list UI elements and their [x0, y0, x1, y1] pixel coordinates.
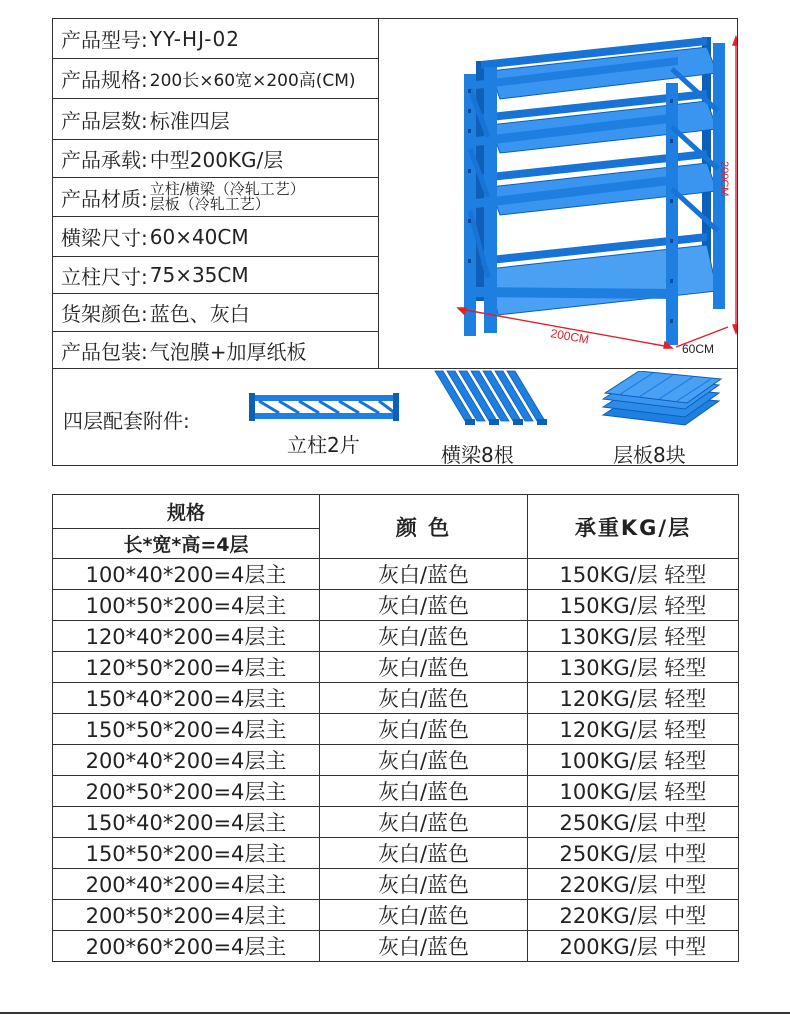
spec-value: 气泡膜+加厚纸板 — [149, 339, 307, 364]
table-row — [53, 714, 739, 745]
accessories-section — [53, 368, 737, 466]
bottom-divider — [0, 1012, 790, 1014]
accessory-label: 横梁8根 — [441, 443, 514, 467]
table-row — [53, 776, 739, 807]
spec-label: 产品材质: — [61, 186, 148, 211]
table-cell-load: 250KG/层 中型 — [528, 838, 739, 869]
shelf-panels-icon — [599, 371, 723, 433]
spec-label: 货架颜色: — [61, 302, 148, 326]
spec-label: 产品型号: — [61, 28, 148, 52]
table-cell-load: 100KG/层 轻型 — [528, 745, 739, 776]
accessory-label: 层板8块 — [613, 443, 686, 467]
depth-dimension-label: 60CM — [682, 342, 715, 356]
table-row — [53, 621, 739, 652]
table-cell-load: 130KG/层 轻型 — [528, 621, 739, 652]
upright-frame-icon — [249, 389, 399, 425]
accessory-shelf-panels — [599, 369, 729, 466]
table-row — [53, 869, 739, 900]
table-cell-load: 150KG/层 轻型 — [528, 559, 739, 590]
spec-value — [150, 182, 305, 212]
table-cell-load: 220KG/层 中型 — [528, 869, 739, 900]
spec-label: 产品包装: — [61, 339, 148, 364]
spec-value: 标准四层 — [149, 108, 230, 133]
spec-value: 60×40CM — [149, 224, 249, 249]
spec-value: 75×35CM — [149, 263, 249, 287]
spec-row-model — [53, 19, 379, 59]
table-cell-color: 灰白/蓝色 — [320, 621, 528, 652]
table-cell-color: 灰白/蓝色 — [320, 838, 528, 869]
spec-column-header: 规格 — [53, 495, 320, 529]
table-cell-spec: 150*40*200=4层主 — [53, 807, 320, 838]
table-cell-spec: 150*40*200=4层主 — [53, 683, 320, 714]
spec-row-beam-size — [53, 217, 379, 257]
spec-label: 横梁尺寸: — [61, 226, 148, 250]
spec-row-color — [53, 294, 379, 332]
height-dimension-label: 200CM — [718, 161, 730, 197]
load-column-header: 承重KG/层 — [528, 495, 739, 559]
table-cell-load: 150KG/层 轻型 — [528, 590, 739, 621]
rack-product-image — [380, 19, 737, 368]
table-cell-load: 200KG/层 中型 — [528, 931, 739, 962]
table-row — [53, 590, 739, 621]
table-cell-spec: 100*40*200=4层主 — [53, 559, 320, 590]
table-cell-load: 120KG/层 轻型 — [528, 714, 739, 745]
table-cell-spec: 200*50*200=4层主 — [53, 900, 320, 931]
material-line-1: 立柱/横梁（冷轧工艺） — [149, 180, 305, 198]
spec-label: 立柱尺寸: — [61, 264, 148, 289]
table-cell-spec: 120*40*200=4层主 — [53, 621, 320, 652]
spec-row-load — [53, 140, 379, 178]
table-cell-spec: 200*50*200=4层主 — [53, 776, 320, 807]
table-cell-spec: 200*60*200=4层主 — [53, 931, 320, 962]
table-cell-color: 灰白/蓝色 — [320, 652, 528, 683]
spec-label: 产品层数: — [61, 108, 148, 133]
table-row — [53, 900, 739, 931]
table-row — [53, 652, 739, 683]
table-cell-load: 130KG/层 轻型 — [528, 652, 739, 683]
spec-row-upright-size — [53, 257, 379, 294]
table-cell-color: 灰白/蓝色 — [320, 745, 528, 776]
accessory-beams — [433, 369, 563, 466]
table-row — [53, 807, 739, 838]
table-cell-spec: 150*50*200=4层主 — [53, 714, 320, 745]
table-cell-load: 120KG/层 轻型 — [528, 683, 739, 714]
spec-label: 产品规格: — [61, 68, 148, 92]
spec-label: 产品承载: — [61, 148, 148, 172]
table-row — [53, 745, 739, 776]
spec-row-size — [53, 59, 379, 99]
spec-list — [53, 19, 379, 368]
table-cell-color: 灰白/蓝色 — [320, 931, 528, 962]
spec-value: YY-HJ-02 — [149, 26, 240, 51]
table-row — [53, 931, 739, 962]
product-spec-block — [52, 18, 738, 466]
table-body — [53, 559, 739, 962]
table-row — [53, 838, 739, 869]
table-cell-color: 灰白/蓝色 — [320, 714, 528, 745]
table-cell-color: 灰白/蓝色 — [320, 776, 528, 807]
table-cell-spec: 150*50*200=4层主 — [53, 838, 320, 869]
table-row — [53, 683, 739, 714]
accessory-upright — [243, 369, 413, 466]
table-cell-color: 灰白/蓝色 — [320, 807, 528, 838]
rack-drawing — [380, 19, 737, 368]
spec-subheader: 长*宽*高=4层 — [53, 529, 320, 559]
table-row — [53, 559, 739, 590]
spec-value: 中型200KG/层 — [149, 148, 284, 172]
beams-icon — [433, 369, 553, 427]
table-cell-spec: 120*50*200=4层主 — [53, 652, 320, 683]
table-cell-color: 灰白/蓝色 — [320, 590, 528, 621]
accessories-title: 四层配套附件: — [63, 409, 190, 433]
spec-row-packaging — [53, 332, 379, 368]
spec-value: 蓝色、灰白 — [149, 302, 250, 326]
table-cell-color: 灰白/蓝色 — [320, 900, 528, 931]
table-cell-color: 灰白/蓝色 — [320, 683, 528, 714]
table-cell-load: 250KG/层 中型 — [528, 807, 739, 838]
table-cell-spec: 200*40*200=4层主 — [53, 869, 320, 900]
width-dimension-label: 200CM — [549, 326, 591, 347]
table-cell-load: 220KG/层 中型 — [528, 900, 739, 931]
spec-row-layers — [53, 99, 379, 140]
table-cell-spec: 200*40*200=4层主 — [53, 745, 320, 776]
spec-value: 200长×60宽×200高(CM) — [149, 71, 356, 91]
accessory-label: 立柱2片 — [287, 433, 360, 457]
spec-table — [52, 494, 739, 962]
material-line-2: 层板（冷轧工艺） — [149, 195, 270, 213]
table-cell-spec: 100*50*200=4层主 — [53, 590, 320, 621]
table-cell-color: 灰白/蓝色 — [320, 869, 528, 900]
color-column-header: 颜 色 — [320, 495, 528, 559]
table-cell-load: 100KG/层 轻型 — [528, 776, 739, 807]
spec-row-material — [53, 178, 379, 217]
table-cell-color: 灰白/蓝色 — [320, 559, 528, 590]
